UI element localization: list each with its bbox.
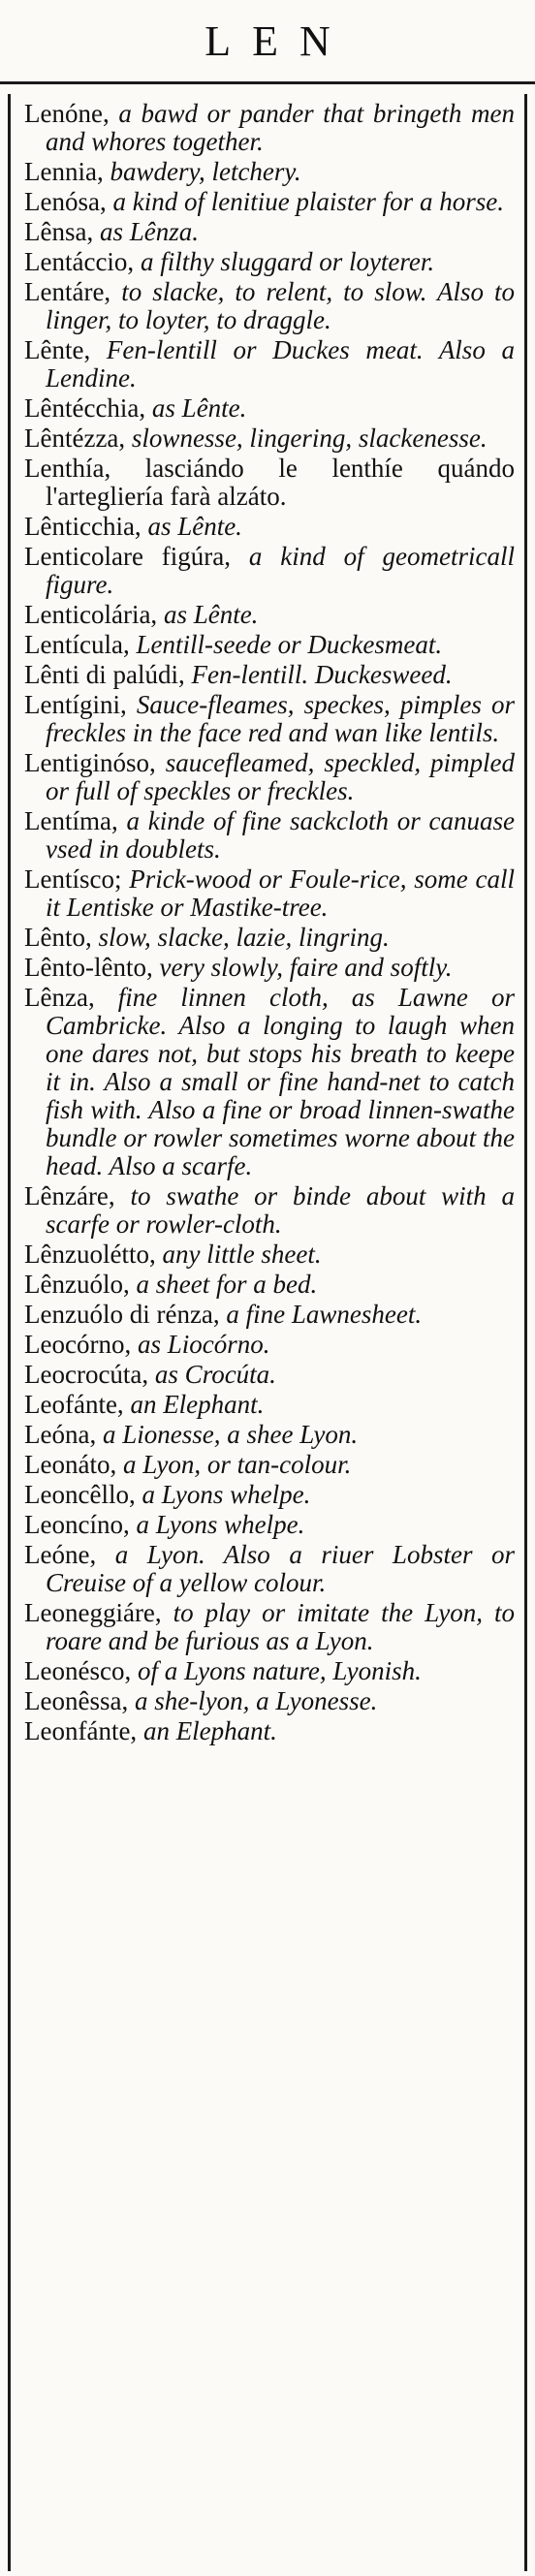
entry-definition: as Lênza. (99, 217, 199, 246)
entry-headword: Lentísco; (24, 864, 122, 894)
entry-headword: Lentáccio, (24, 247, 135, 276)
entry-headword: Leonáto, (24, 1450, 117, 1479)
entry-headword: Leocórno, (24, 1330, 132, 1359)
dictionary-entry (24, 749, 515, 805)
dictionary-entry (24, 1391, 515, 1419)
entry-headword: Lentícula, (24, 630, 130, 659)
entry-headword: Lênsa, (24, 217, 94, 246)
dictionary-entry (24, 1599, 515, 1655)
entry-definition: a Lionesse, a shee Lyon. (102, 1420, 359, 1449)
dictionary-entry (24, 924, 515, 952)
entry-definition: fine linnen cloth, as Lawne or Cambricke. Also a longing to laugh when one dares not, but stops his breath to keepe it in. Also a small or fine hand-net to catch fish with. Also a fine or broad linnen-swathe bundle or rowler sometimes worne about the head. Also a scarfe. (46, 983, 515, 1180)
dictionary-entry (24, 424, 515, 453)
entry-headword: Lenóne, (24, 99, 110, 128)
dictionary-entry (24, 1241, 515, 1269)
dictionary-entry (24, 954, 515, 982)
entry-headword: Lêntécchia, (24, 393, 146, 423)
dictionary-entry (24, 394, 515, 423)
entry-headword: Lenósa, (24, 187, 107, 216)
entry-headword: Leoncíno, (24, 1510, 130, 1539)
entry-definition: Prick-wood or Foule-rice, some call it Lentiske or Mastike-tree. (46, 864, 516, 922)
dictionary-entry (24, 1511, 515, 1539)
dictionary-entry (24, 158, 515, 186)
entry-headword: Lentiginóso, (24, 748, 156, 777)
entry-headword: Lenticolária, (24, 600, 158, 629)
entry-headword: Lentáre, (24, 277, 111, 306)
entry-definition: Fen-lentill or Duckes meat. Also a Lendine. (46, 335, 516, 393)
dictionary-column (8, 94, 527, 2571)
dictionary-entry (24, 100, 515, 156)
entry-definition: a Lyons whelpe. (142, 1480, 311, 1509)
entry-headword: Lênzuólo, (24, 1270, 130, 1299)
entry-headword: Lenzuólo di rénza, (24, 1300, 220, 1329)
entry-definition: as Lênte. (151, 393, 247, 423)
page-header (0, 0, 535, 84)
entry-definition: saucefleamed, speckled, pimpled or full of speckles or freckles. (46, 748, 516, 805)
dictionary-entry (24, 865, 515, 922)
entry-definition: a kind of lenitiue plaister for a horse. (112, 187, 504, 216)
dictionary-entry (24, 1301, 515, 1329)
dictionary-entry (24, 1361, 515, 1389)
dictionary-entry (24, 691, 515, 747)
dictionary-entry (24, 248, 515, 276)
entry-definition: bawdery, letchery. (110, 157, 301, 186)
entry-headword: Lenticolare figúra, (24, 542, 232, 571)
entry-headword: Lentígini, (24, 690, 127, 719)
entry-definition: a sheet for a bed. (136, 1270, 318, 1299)
entry-headword: Lênto-lênto, (24, 953, 153, 982)
dictionary-entry (24, 601, 515, 629)
dictionary-entry (24, 543, 515, 599)
entry-definition: a Lyon, or tan-colour. (122, 1450, 352, 1479)
entry-definition: as Liocórno. (137, 1330, 270, 1359)
dictionary-entry (24, 513, 515, 541)
entry-headword: Leoneggiáre, (24, 1598, 162, 1627)
entry-definition: to play or imitate the Lyon, to roare and be furious as a Lyon. (46, 1598, 516, 1655)
entry-definition: to slacke, to relent, to slow. Also to linger, to loyter, to draggle. (46, 277, 515, 334)
dictionary-entry (24, 1717, 515, 1745)
dictionary-entry (24, 455, 515, 511)
entry-headword: Leocrocúta, (24, 1360, 149, 1389)
entry-definition: a Lyon. Also a riuer Lobster or Creuise of a yellow colour. (46, 1540, 516, 1597)
entry-headword: Lênte, (24, 335, 91, 364)
entry-definition: as Crocúta. (154, 1360, 276, 1389)
dictionary-entry (24, 984, 515, 1180)
dictionary-entry (24, 188, 515, 216)
dictionary-entry (24, 1421, 515, 1449)
entry-definition: a she-lyon, a Lyonesse. (134, 1686, 378, 1715)
dictionary-entry (24, 1687, 515, 1715)
entry-definition: Lentill-seede or Duckesmeat. (136, 630, 443, 659)
entry-headword: Lênto, (24, 923, 92, 952)
entry-headword: Lenthía, lasciándo le lenthíe quándo l'artegliería farà alzáto. (24, 454, 515, 511)
entry-definition: a Lyons whelpe. (136, 1510, 305, 1539)
entry-definition: slownesse, lingering, slackenesse. (131, 424, 488, 453)
entry-headword: Lênzáre, (24, 1181, 115, 1210)
dictionary-entry (24, 1451, 515, 1479)
entry-headword: Leóna, (24, 1420, 97, 1449)
entry-headword: Lennia, (24, 157, 104, 186)
dictionary-entry (24, 1331, 515, 1359)
entry-definition: Sauce-fleames, speckes, pimples or freckles in the face red and wan like lentils. (46, 690, 515, 747)
page-title: LEN (205, 16, 352, 65)
dictionary-entry (24, 218, 515, 246)
dictionary-entry (24, 336, 515, 393)
entry-headword: Lentíma, (24, 806, 118, 835)
entry-headword: Leóne, (24, 1540, 97, 1569)
dictionary-entry (24, 1541, 515, 1597)
dictionary-entry (24, 1657, 515, 1685)
dictionary-entry (24, 661, 515, 689)
entry-definition: an Elephant. (142, 1716, 277, 1745)
entry-headword: Leonêssa, (24, 1686, 129, 1715)
entry-headword: Leonfánte, (24, 1716, 138, 1745)
entry-list (24, 100, 515, 1745)
entry-definition: a kinde of fine sackcloth or canuase vsed in doublets. (46, 806, 516, 864)
entry-definition: a kind of geometricall figure. (46, 542, 516, 599)
entry-definition: a fine Lawnesheet. (226, 1300, 423, 1329)
entry-definition: an Elephant. (130, 1390, 265, 1419)
entry-definition: very slowly, faire and softly. (159, 953, 453, 982)
entry-definition: Fen-lentill. Duckesweed. (191, 660, 453, 689)
entry-headword: Lênzuolétto, (24, 1240, 156, 1269)
entry-definition: any little sheet. (162, 1240, 322, 1269)
entry-definition: of a Lyons nature, Lyonish. (137, 1656, 422, 1685)
entry-headword: Lênza, (24, 983, 95, 1012)
entry-headword: Lêntézza, (24, 424, 126, 453)
entry-headword: Leoncêllo, (24, 1480, 136, 1509)
dictionary-entry (24, 1182, 515, 1239)
entry-headword: Lênticchia, (24, 512, 142, 541)
dictionary-entry (24, 631, 515, 659)
entry-definition: to swathe or binde about with a scarfe or rowler-cloth. (46, 1181, 516, 1239)
dictionary-entry (24, 1481, 515, 1509)
entry-headword: Leonésco, (24, 1656, 132, 1685)
entry-definition: as Lênte. (163, 600, 259, 629)
entry-definition: a bawd or pander that bringeth men and whores together. (46, 99, 516, 156)
entry-definition: slow, slacke, lazie, lingring. (98, 923, 390, 952)
dictionary-entry (24, 278, 515, 334)
entry-definition: as Lênte. (147, 512, 242, 541)
entry-headword: Lênti di palúdi, (24, 660, 185, 689)
entry-headword: Leofánte, (24, 1390, 124, 1419)
dictionary-entry (24, 807, 515, 864)
entry-definition: a filthy sluggard or loyterer. (140, 247, 435, 276)
dictionary-entry (24, 1271, 515, 1299)
